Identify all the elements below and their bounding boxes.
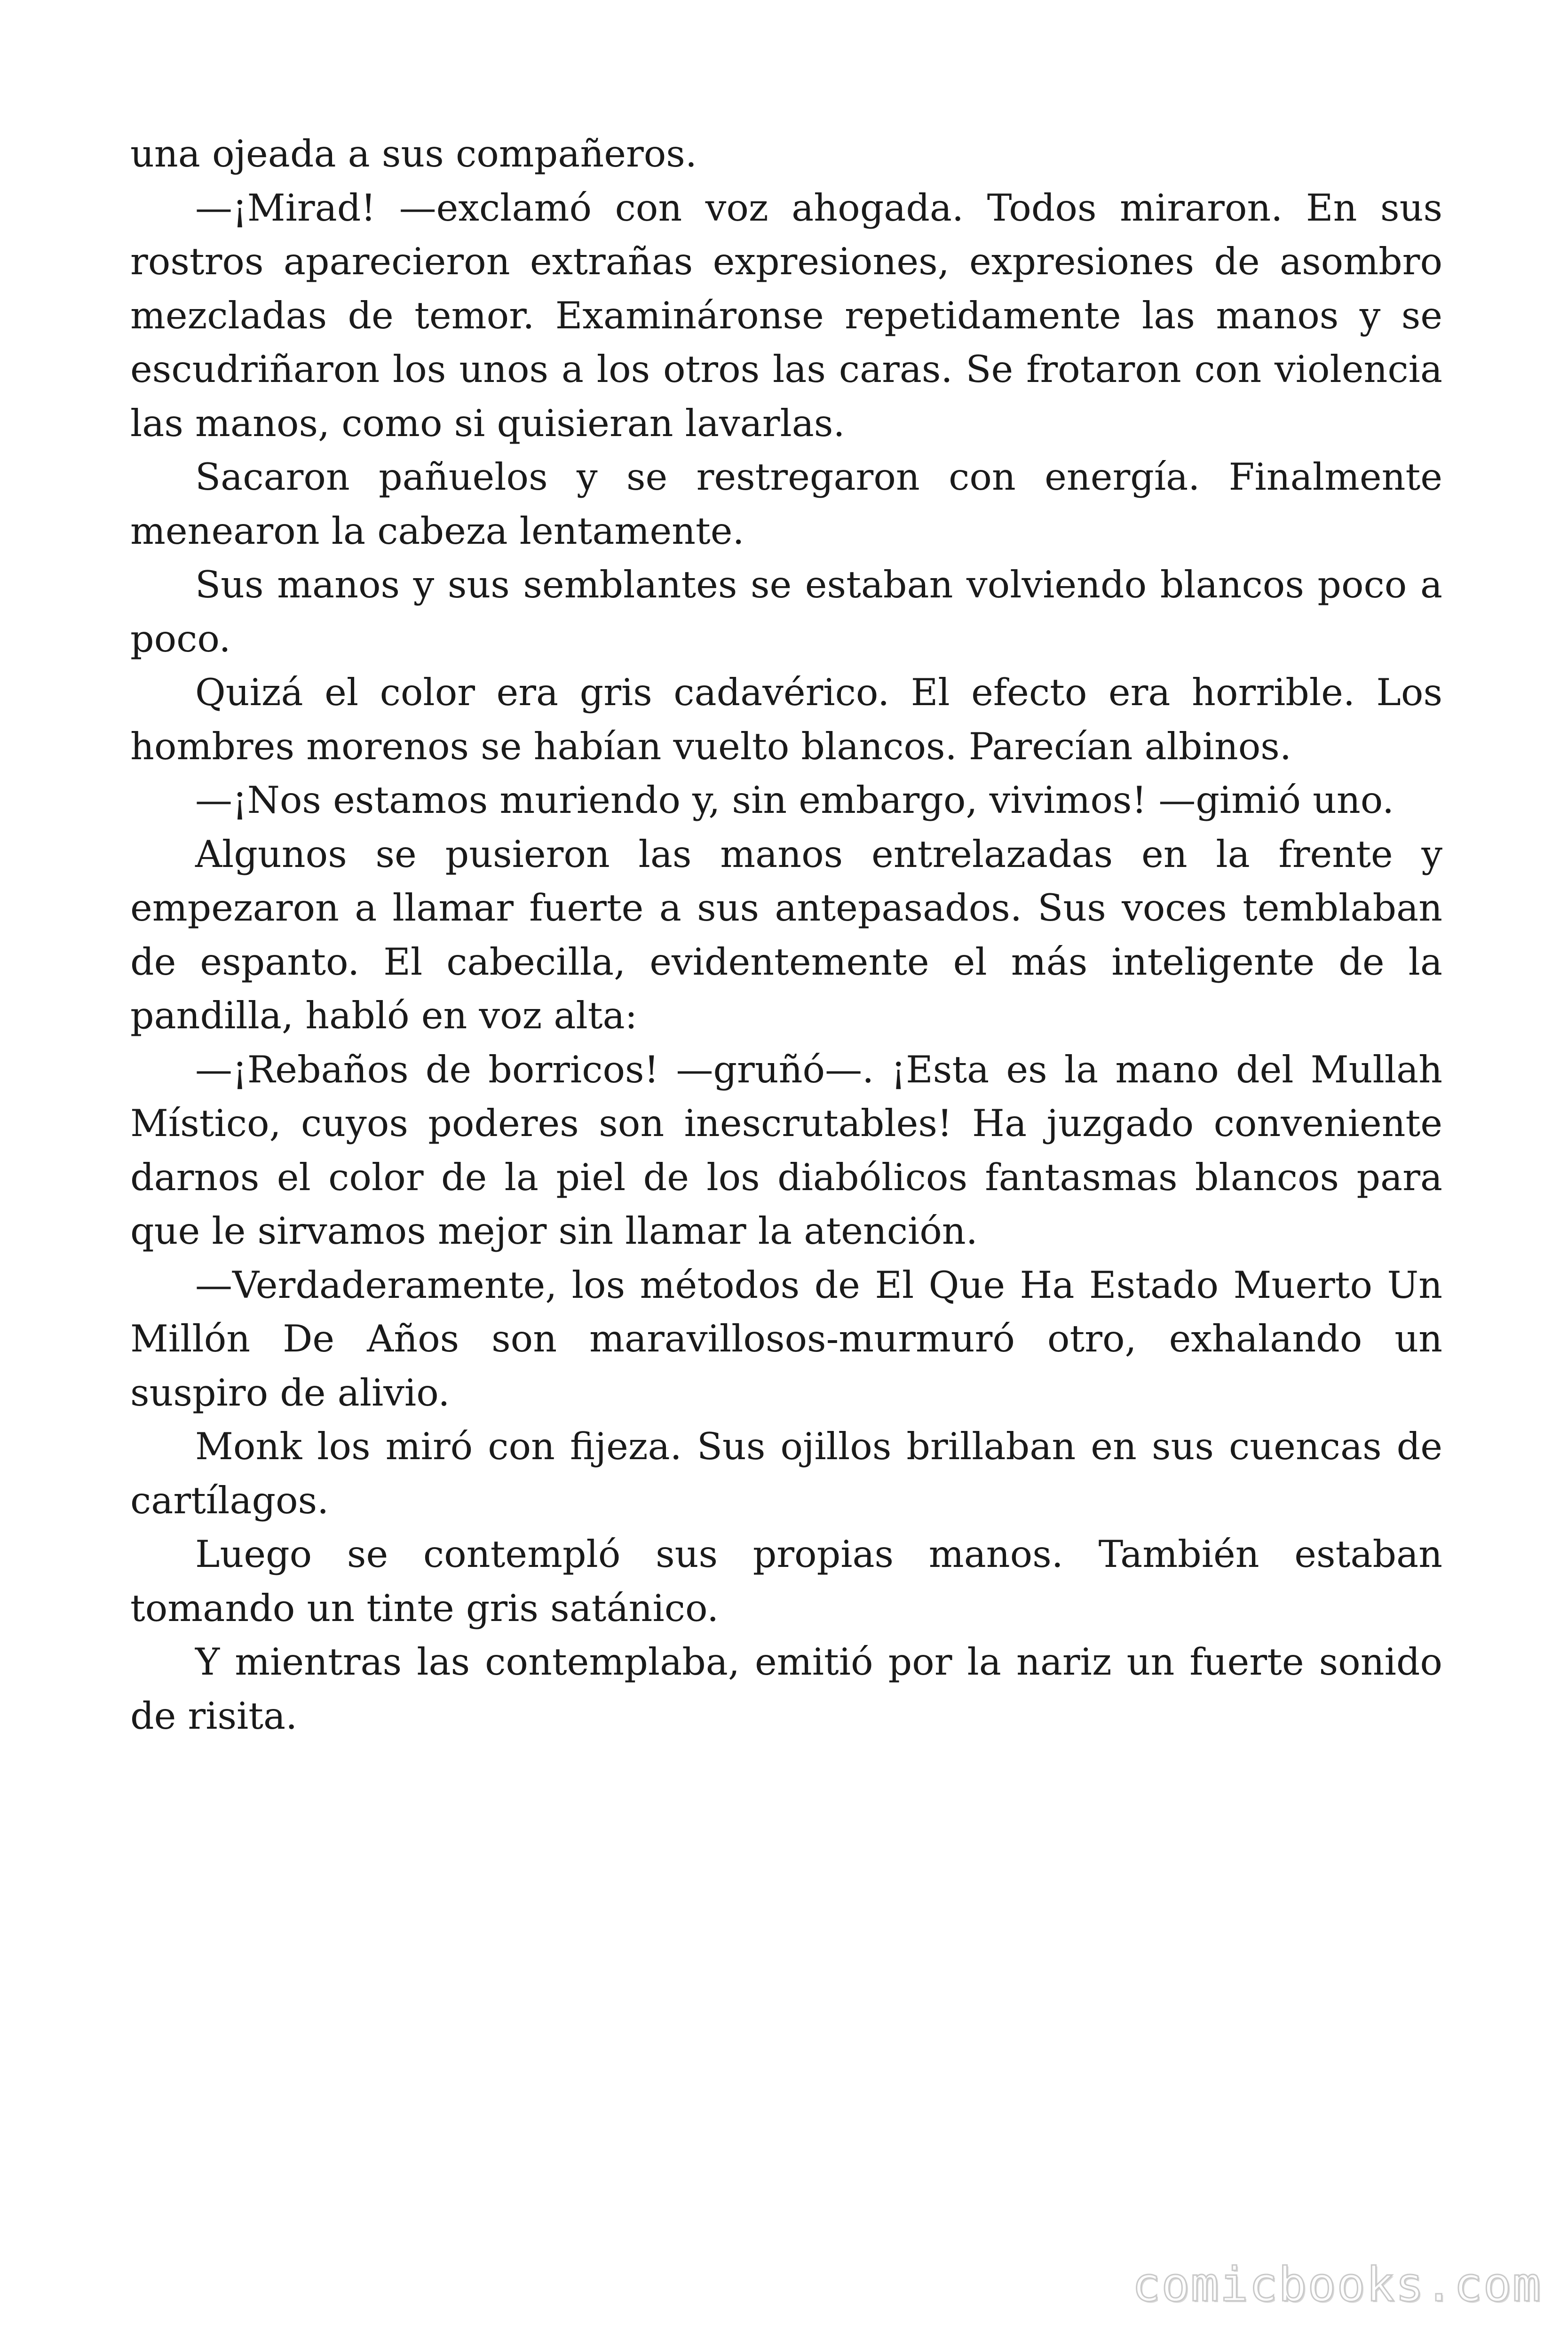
paragraph: —¡Rebaños de borricos! —gruñó—. ¡Esta es la mano del Mullah Místico, cuyos poderes son inescrutables! Ha juzgado conveniente darnos el color de la piel de los diabólicos fantasmas blancos para que le sirvamos mejor sin llamar la atención.: [130, 1048, 1442, 1253]
paragraph: Luego se contempló sus propias manos. También estaban tomando un tinte gris satánico.: [130, 1533, 1442, 1630]
paragraph: —¡Mirad! —exclamó con voz ahogada. Todos miraron. En sus rostros aparecieron extrañas expresiones, expresiones de asombro mezcladas de temor. Examináronse repetidamente las manos y se escudriñaron los unos a los otros las caras. Se frotaron con violencia las manos, como si quisieran lavarlas.: [130, 186, 1442, 445]
paragraph: Quizá el color era gris cadavérico. El efecto era horrible. Los hombres morenos se habían vuelto blancos. Parecían albinos.: [130, 671, 1442, 768]
paragraph: —Verdaderamente, los métodos de El Que Ha Estado Muerto Un Millón De Años son maravillosos-murmuró otro, exhalando un suspiro de alivio.: [130, 1263, 1442, 1414]
paragraph: Sacaron pañuelos y se restregaron con energía. Finalmente menearon la cabeza lentamente.: [130, 455, 1442, 553]
watermark: comicbooks.com: [1132, 2257, 1542, 2312]
paragraph: Monk los miró con fijeza. Sus ojillos brillaban en sus cuencas de cartílagos.: [130, 1425, 1442, 1522]
paragraph: Algunos se pusieron las manos entrelazadas en la frente y empezaron a llamar fuerte a sus antepasados. Sus voces temblaban de espanto. El cabecilla, evidentemente el más inteligente de la pandilla, habló en voz alta:: [130, 832, 1442, 1037]
book-page-text: [130, 127, 1442, 1743]
paragraph: Y mientras las contemplaba, emitió por la nariz un fuerte sonido de risita.: [130, 1640, 1442, 1738]
paragraph: —¡Nos estamos muriendo y, sin embargo, vivimos! —gimió uno.: [195, 779, 1394, 822]
paragraph: una ojeada a sus compañeros.: [130, 132, 697, 175]
paragraph: Sus manos y sus semblantes se estaban volviendo blancos poco a poco.: [130, 563, 1442, 660]
